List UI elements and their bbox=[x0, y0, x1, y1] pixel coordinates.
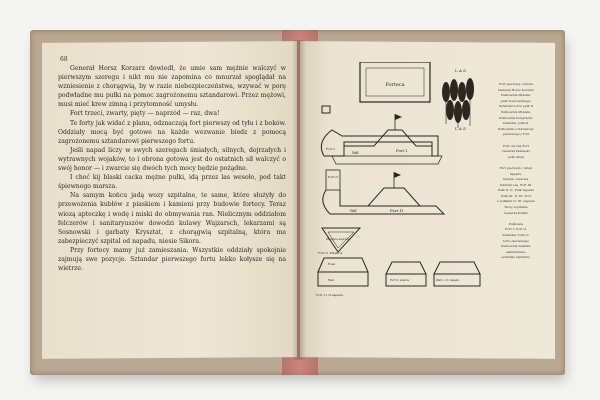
marker-square bbox=[322, 106, 330, 113]
flag-icon bbox=[395, 114, 402, 120]
section-three-diagram bbox=[434, 262, 480, 286]
legend-line: Oddział Las. Fort III. bbox=[499, 182, 533, 187]
fort-two-label: Fort II bbox=[390, 208, 403, 213]
figure-legend bbox=[482, 82, 550, 261]
legend-line: Generał Horsz Korzarz bbox=[498, 87, 534, 92]
paragraph: Przy fortecy mamy już zamieszania. Wszystkie oddziały spokojnie zajmują swe pozycje. Sztandar pierwszego fortu lekko kołysze się na wietrze. bbox=[58, 246, 286, 273]
legend-line: Szpital, rezerwa. bbox=[502, 177, 530, 182]
section-a-label: Fort II. szańca bbox=[390, 279, 409, 282]
page-text bbox=[58, 64, 286, 349]
legend-line: pułk drugi bbox=[507, 154, 525, 159]
legend-line: Pułkownik Pitalski, bbox=[501, 109, 531, 114]
flag-icon bbox=[394, 172, 401, 178]
section-b-label: Wały I. i II. napadu. bbox=[436, 279, 460, 282]
legend-line: Fort pierwszy, obrona bbox=[498, 82, 533, 86]
forest-label-bottom: L A S bbox=[455, 126, 466, 131]
page-number: 68 bbox=[60, 56, 68, 63]
fort-one-diagram bbox=[321, 114, 442, 164]
legend-line: sztandar, pułk II. bbox=[502, 121, 530, 126]
fort-two-side-label: Fort II. bbox=[328, 175, 339, 179]
forest-icon bbox=[442, 68, 474, 131]
legend-line: napadu, bbox=[509, 171, 523, 176]
legend-line: fortu pierwszego bbox=[502, 238, 530, 243]
legend-line: Wozy szpitalne bbox=[504, 205, 528, 210]
paragraph: Te forty jak widać z planu, odznaczają fort pierwszy od tyłu i z boków. Oddziały mocą być gotowe na każde wezwanie biedz z pomocą zagrożonemu sztandarowi pierwszego fortu. bbox=[58, 119, 286, 145]
paragraph: Fort trzeci, zwarty, pięty — naprzód — raz, dwa! bbox=[70, 110, 220, 118]
legend-line: Pułkownik Pitalski, bbox=[501, 93, 531, 98]
fort-one-label: Fort I bbox=[396, 148, 408, 153]
fort-one-side-label: Fort I. bbox=[326, 147, 336, 151]
page-gutter bbox=[292, 40, 306, 360]
section-one-diagram bbox=[318, 250, 368, 286]
legend-line: z pułkami II. III. napadu bbox=[497, 199, 535, 204]
legend-line: Fort pierwszy i drugi bbox=[499, 165, 533, 170]
legend-line: Pułkowie bbox=[508, 221, 524, 226]
section-title-label: Fort II. Przekrój bbox=[318, 251, 343, 255]
legend-line: Fort obrona Fort bbox=[502, 143, 530, 148]
legend-line: Pułkownik Sieński, bbox=[501, 244, 531, 249]
section-two-diagram bbox=[386, 262, 426, 286]
fortress-label: Forteca bbox=[385, 82, 405, 88]
fosa-label: Fosa bbox=[328, 262, 336, 266]
legend-line: Generał Kotkin bbox=[504, 210, 528, 215]
legend-line: Pułkownik (oddziałowy bbox=[497, 126, 535, 131]
legend-line: pierwszego) Fort bbox=[502, 132, 530, 137]
passage-label: Przejście naprzód. bbox=[326, 238, 351, 241]
legend-line: Sztandar fortu II. bbox=[502, 233, 530, 238]
fort-two-diagram bbox=[323, 170, 444, 214]
wal-label-two: Wał bbox=[350, 209, 357, 213]
paragraph: Na samym końcu jadą wozy szpitalne, te same, które służyły do przewożenia kubłów z piaskiem i kamieni przy budowie fortecy. Teraz wiozą apteczkę i wodę i miski do obmywania ran. Nielicznym oddziałom felczerów i sanitaryuszów dowodzi kulawy Wajzarsch, lekarzami są Sosnowski i garbaty Krysztat, z chorągwią szpitalną, która ma zabezpieczyć szpital od napadu, niesie Sikora. bbox=[58, 192, 286, 245]
legend-line: sztandar szpitalny. bbox=[501, 255, 531, 260]
legend-line: Sztandar fortu pułk II bbox=[498, 104, 534, 109]
fortress-box bbox=[360, 62, 430, 102]
legend-line: Pułk III. II. III. Fort bbox=[500, 193, 532, 198]
paragraph: Generał Horsz Korzarz dowiedł, że umie sam mężnie walczyć w pierwszym szeregu i nikt mu nie zapomina co mnurzał spoglądał na wzniesienie z chorągwią, by w razie niebezpieczeństwa, wzywać w porę podwładne mu pułki na pomoc zagrożonemu sztandarowi. Przez mężowi, musi mieć krew zimną i przytomność umysłu. bbox=[58, 65, 286, 109]
figure-caption: Fort. I i II napadu. bbox=[316, 293, 344, 297]
legend-line: sanitariusze, bbox=[506, 249, 526, 254]
forest-label-top: L A S bbox=[455, 68, 466, 73]
legend-line: Fort I. Fort II. bbox=[505, 227, 527, 232]
legend-line: Pułkownik Pongracki, bbox=[499, 115, 533, 120]
wal-label-three: Wał bbox=[328, 278, 334, 282]
wal-label: Wał bbox=[352, 151, 359, 155]
legend-line: Generał Zalewski bbox=[502, 149, 530, 154]
paragraph: Jeśli napad liczy w swych szeregach śmiałych, silnych, dojrzałych i wytrawnych wojaków, to i obrona gotowa jest do ostatnich sił walczyć o swój honor — i zwarcie się dwóch tych mocy będzie pożądne. bbox=[58, 146, 286, 173]
paragraph: I choć kij blaski cacka mężne pułki, idą przez las wesoło, pod takt śpiewnego marsza. bbox=[58, 174, 286, 191]
legend-line: pułk Sosnowskiego, bbox=[500, 98, 532, 103]
legend-line: Pułk II. II. Pułk napadu bbox=[497, 188, 535, 193]
passage-diagram bbox=[322, 228, 360, 252]
